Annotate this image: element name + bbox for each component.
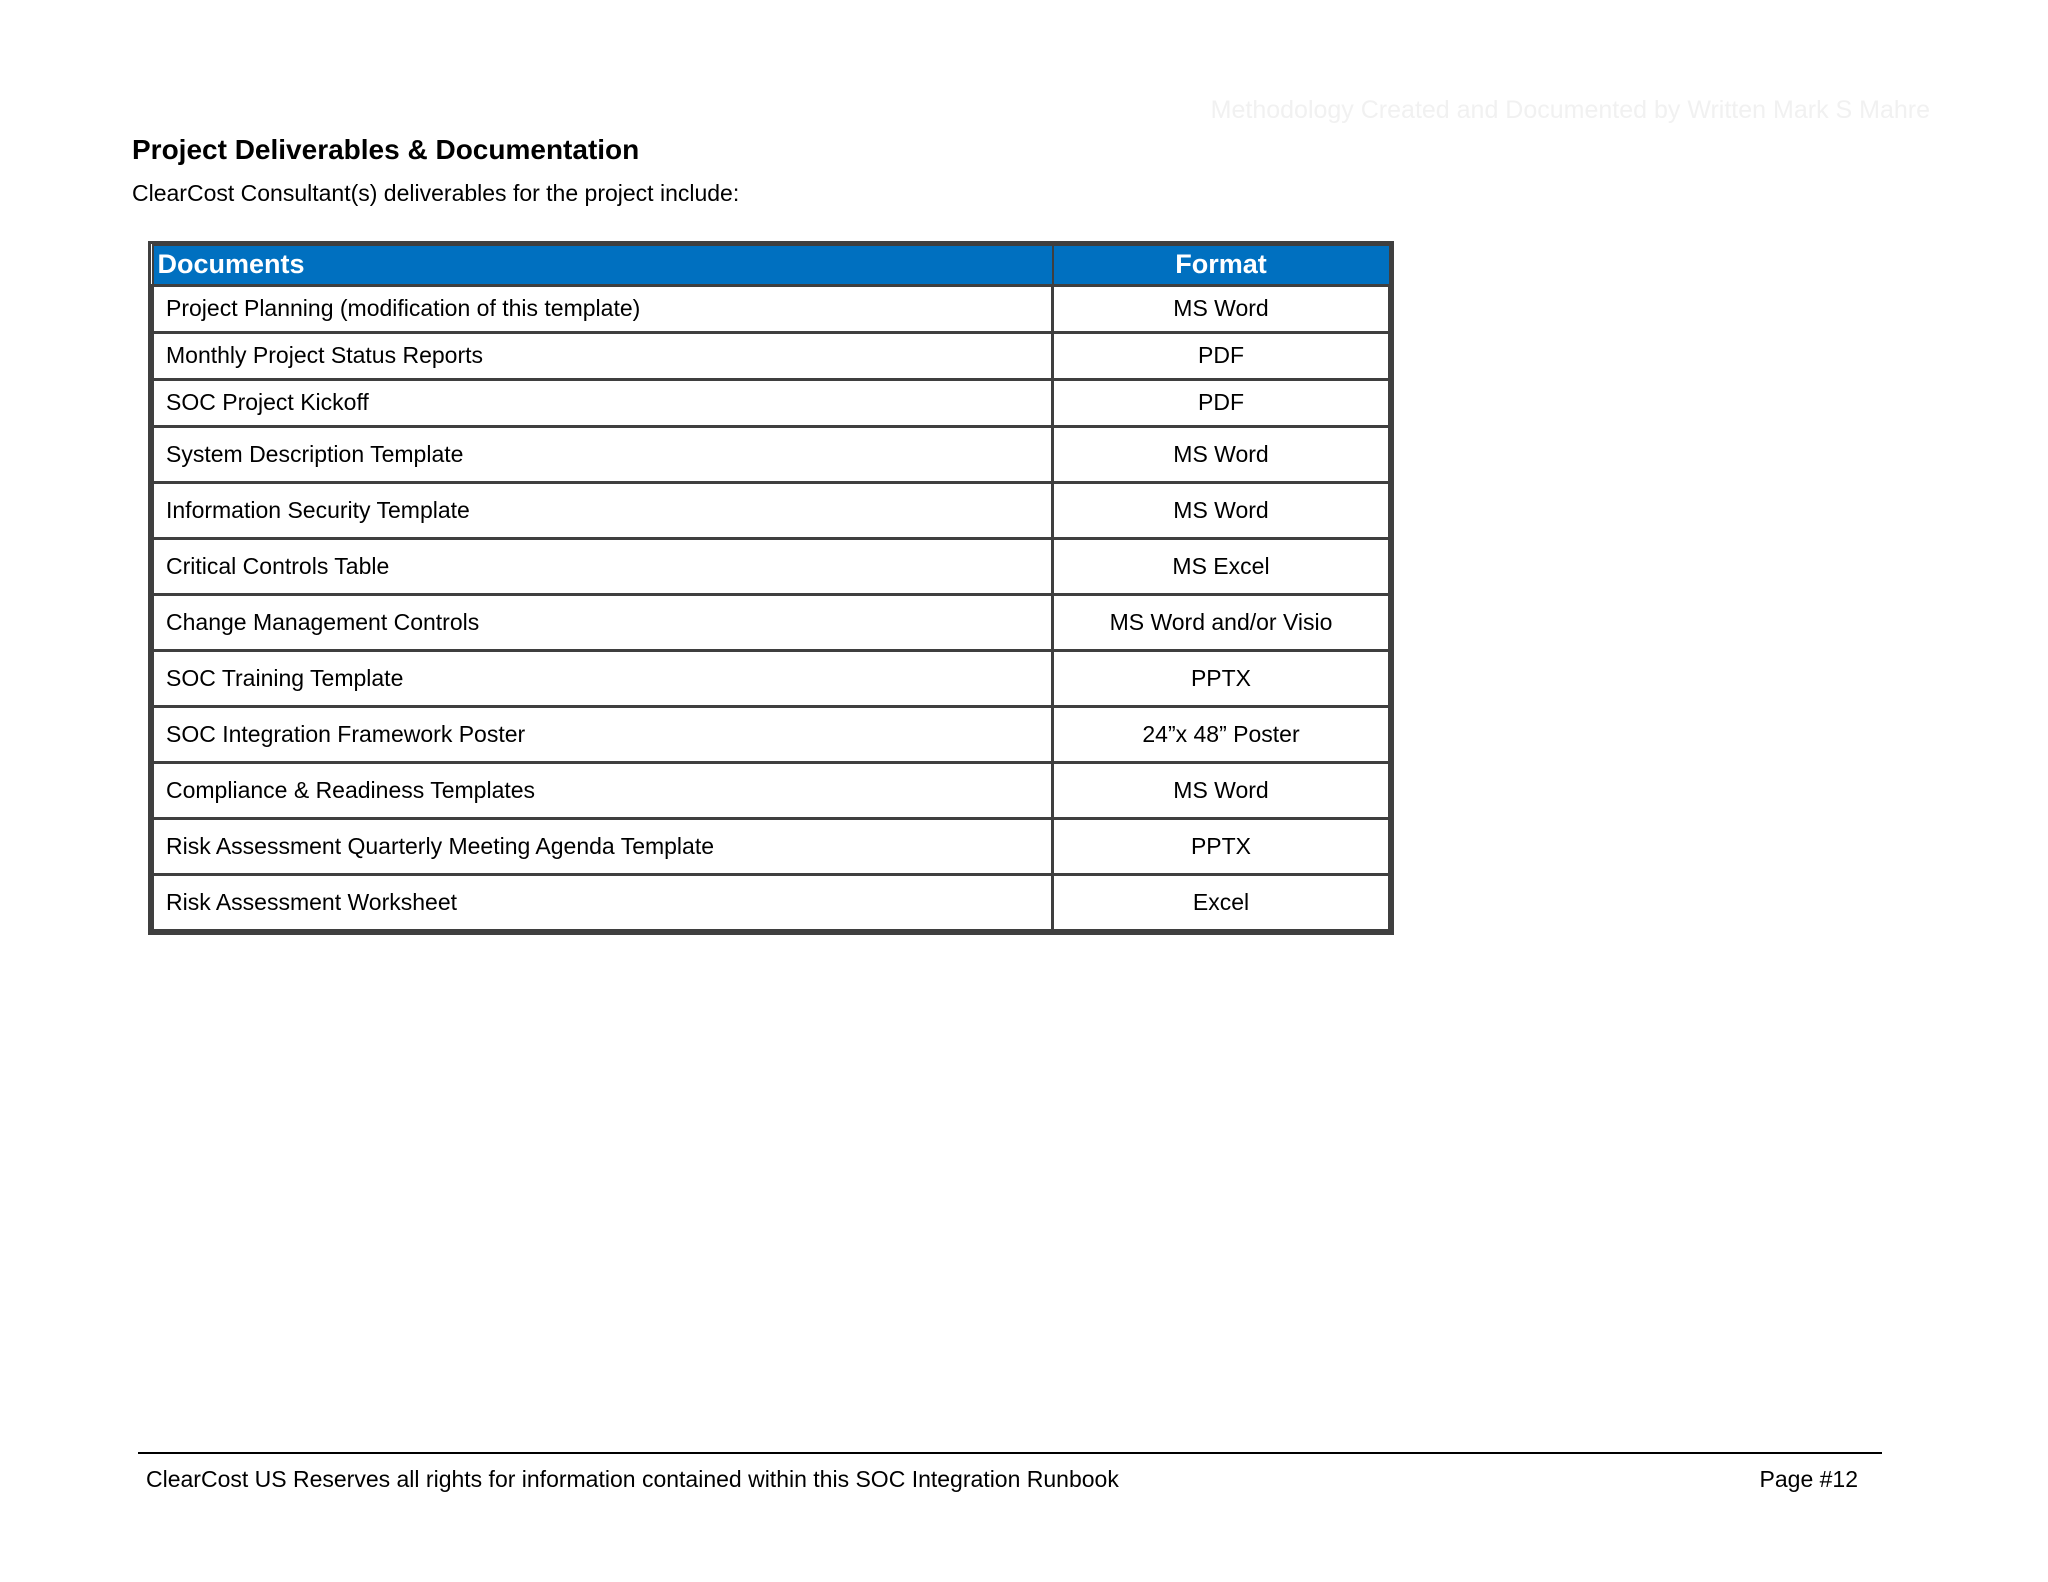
table-row [153, 482, 1390, 538]
document-cell: System Description Template [153, 426, 1053, 482]
intro-paragraph: ClearCost Consultant(s) deliverables for the project include: [132, 180, 740, 206]
format-cell: MS Excel [1053, 538, 1390, 594]
format-cell: PDF [1053, 379, 1390, 426]
header-documents: Documents [153, 245, 1053, 285]
table-row [153, 818, 1390, 874]
table-row [153, 594, 1390, 650]
table-row [153, 332, 1390, 379]
table-header-row [153, 245, 1390, 285]
table-row [153, 538, 1390, 594]
table-row [153, 874, 1390, 930]
format-cell: MS Word and/or Visio [1053, 594, 1390, 650]
document-cell: Information Security Template [153, 482, 1053, 538]
table-row [153, 285, 1390, 332]
format-cell: MS Word [1053, 762, 1390, 818]
document-cell: Compliance & Readiness Templates [153, 762, 1053, 818]
table-row [153, 762, 1390, 818]
format-cell: MS Word [1053, 285, 1390, 332]
page-title: Project Deliverables & Documentation [132, 134, 640, 165]
format-cell: MS Word [1053, 426, 1390, 482]
document-cell: Project Planning (modification of this template) [153, 285, 1053, 332]
watermark-text: Methodology Created and Documented by Written Mark S Mahre [1210, 96, 1930, 124]
table-row [153, 650, 1390, 706]
document-cell: Critical Controls Table [153, 538, 1053, 594]
deliverables-table [151, 244, 1391, 932]
format-cell: Excel [1053, 874, 1390, 930]
footer-rights-text: ClearCost US Reserves all rights for information contained within this SOC Integration Runbook [146, 1466, 1119, 1492]
document-cell: Change Management Controls [153, 594, 1053, 650]
header-format: Format [1053, 245, 1390, 285]
table-row [153, 706, 1390, 762]
document-cell: SOC Training Template [153, 650, 1053, 706]
document-cell: Risk Assessment Quarterly Meeting Agenda Template [153, 818, 1053, 874]
format-cell: PPTX [1053, 650, 1390, 706]
document-cell: Monthly Project Status Reports [153, 332, 1053, 379]
footer-divider [138, 1452, 1882, 1454]
format-cell: PPTX [1053, 818, 1390, 874]
deliverables-table-frame [148, 241, 1394, 935]
document-cell: Risk Assessment Worksheet [153, 874, 1053, 930]
table-row [153, 426, 1390, 482]
format-cell: MS Word [1053, 482, 1390, 538]
format-cell: 24”x 48” Poster [1053, 706, 1390, 762]
document-cell: SOC Project Kickoff [153, 379, 1053, 426]
page-number: Page #12 [1759, 1466, 1858, 1492]
document-cell: SOC Integration Framework Poster [153, 706, 1053, 762]
table-row [153, 379, 1390, 426]
format-cell: PDF [1053, 332, 1390, 379]
